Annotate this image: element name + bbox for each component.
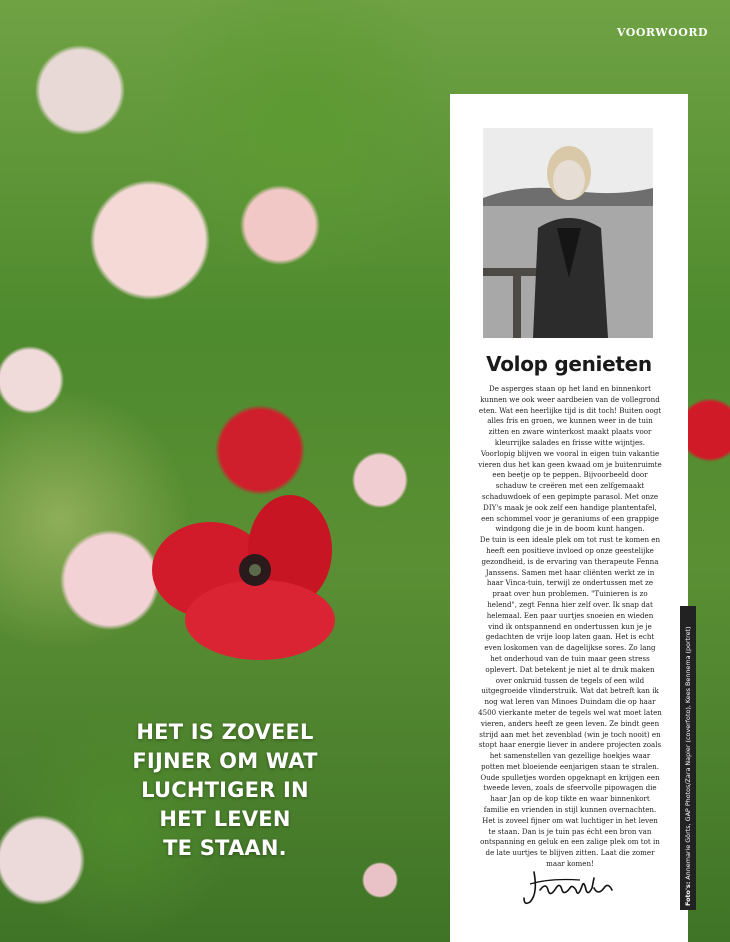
pull-quote-line: HET IS ZOVEEL (136, 720, 314, 744)
photo-credits (684, 606, 692, 906)
pull-quote-line: HET LEVEN (159, 807, 291, 831)
section-label: VOORWOORD (616, 26, 708, 39)
editorial-panel (450, 94, 688, 942)
pull-quote-line: FIJNER OM WAT (132, 749, 318, 773)
pull-quote-line: LUCHTIGER IN (141, 778, 309, 802)
credit-label: Foto's: (684, 881, 692, 906)
credit-names: Annemarie Görts, GAP Photos/Zara Napier (coverfoto), Kees Bennema (portret) (684, 626, 692, 880)
article-paragraph: De asperges staan op het land en binnenkort kunnen we ook weer aardbeien van de vollegrond eten. Wat een heerlijke tijd is dit toch! Buiten oogt alles fris en groen, we kunnen weer in de tuin zitten en zware winterkost maakt plaats voor kleurrijke salades en frisse witte wijntjes. Voorlopig blijven we vooral in eigen tuin vakantie vieren dus het kan geen kwaad om je buitenruimte een beetje op te peppen. Bijvoorbeeld door schaduw te creëren met een zelfgemaakt schaduwdoek of een gepimpte parasol. Met onze DIY's maak je ook zelf een handige plantentafel, een schommel voor je geraniums of een grappige windgong die je in de boom kunt hangen. (478, 384, 662, 534)
author-portrait (483, 128, 653, 338)
handwritten-signature (520, 864, 620, 910)
pull-quote (110, 718, 340, 863)
pull-quote-line: TE STAAN. (163, 836, 287, 860)
article-title: Volop genieten (486, 352, 652, 376)
article-paragraph: De tuin is een ideale plek om tot rust te komen en heeft een positieve invloed op onze geestelijke gezondheid, is de ervaring van therapeute Fenna Janssens. Samen met haar cliënten werkt ze in haar Vinca-tuin, terwijl ze ondertussen met ze praat over hun problemen. "Tuinieren is zo helend", zegt Fenna hier zelf over. Ik snap dat helemaal. Een paar uurtjes snoeien en wieden vind ik ontspannend en ondertussen kun je je gedachten de vrije loop laten gaan. Het is echt even loskomen van de dagelijkse sores. Zo lang het onderhoud van de tuin maar geen stress oplevert. Dat betekent je niet al te druk maken over onkruid tussen de tegels of een wild uitgegroeide vlinderstruik. Wat dat betreft kan ik nog wat leren van Minoes Duindam die op haar 4500 vierkante meter de tegels wel wat moet laten vieren, anders heeft ze geen leven. Ze bindt geen strijd aan met het zevenblad (win je toch nooit) en stopt haar energie liever in andere projecten zoals het samenstellen van gezellige hoekjes waar potten met bloeiende eenjarigen staan te stralen. Oude spulletjes worden opgeknapt en krijgen een tweede leven, zoals de sfeervolle pipowagen die haar Jan op de kop tikte en waar binnenkort familie en vrienden in stijl kunnen overnachten. Het is zoveel fijner om wat luchtiger in het leven te staan. Dan is je tuin pas écht een bron van ontspanning en geluk en een zalige plek om tot in de late uurtjes te blijven zitten. Laat die zomer maar komen! (478, 535, 662, 869)
article-body (478, 384, 662, 870)
poppy-flower (150, 490, 360, 670)
